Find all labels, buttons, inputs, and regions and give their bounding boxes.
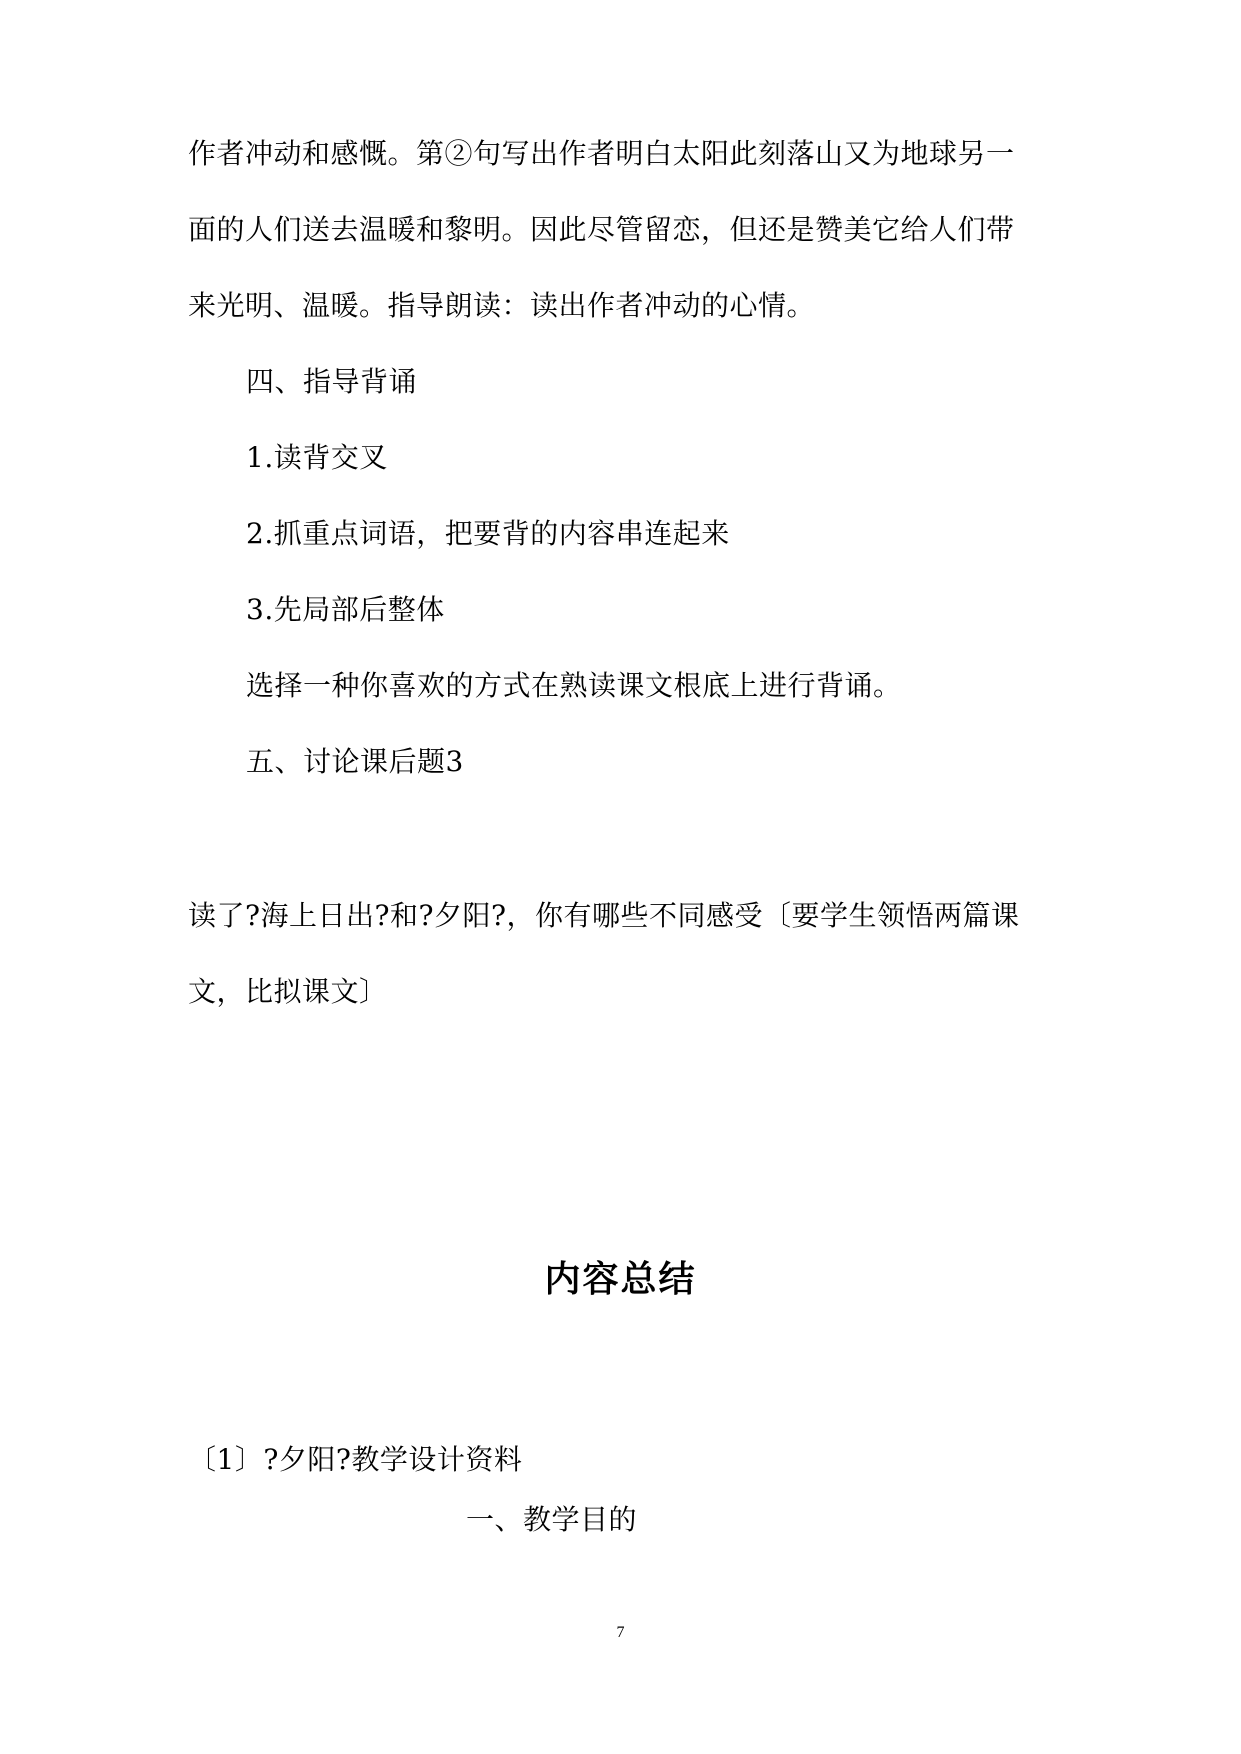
page-number: 7 [616, 1624, 625, 1641]
section-heading: 四、指导背诵 [246, 365, 418, 398]
body-text-line: 来光明、温暖。指导朗读：读出作者冲动的心情。 [188, 289, 816, 322]
list-item: 1.读背交叉 [246, 441, 388, 474]
list-item: 2.抓重点词语，把要背的内容串连起来 [246, 517, 730, 550]
body-text-line: 文，比拟课文〕 [188, 975, 388, 1008]
body-text-line: 选择一种你喜欢的方式在熟读课文根底上进行背诵。 [246, 669, 902, 702]
summary-title: 内容总结 [544, 1259, 697, 1300]
body-text-line: 作者冲动和感慨。第②句写出作者明白太阳此刻落山又为地球另一 [188, 137, 1015, 170]
list-item: 3.先局部后整体 [246, 593, 445, 626]
summary-subheading: 一、教学目的 [466, 1503, 638, 1536]
section-heading: 五、讨论课后题3 [246, 745, 464, 778]
body-text-line: 面的人们送去温暖和黎明。因此尽管留恋，但还是赞美它给人们带 [188, 213, 1015, 246]
body-text-line: 读了?海上日出?和?夕阳?，你有哪些不同感受〔要学生领悟两篇课 [188, 899, 1020, 932]
summary-item: 〔1〕?夕阳?教学设计资料 [188, 1443, 523, 1476]
